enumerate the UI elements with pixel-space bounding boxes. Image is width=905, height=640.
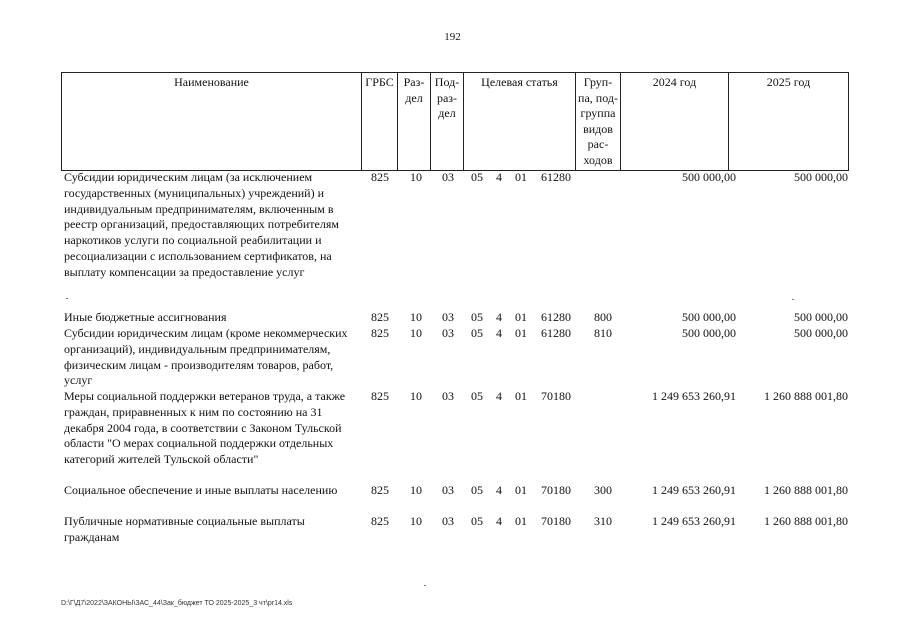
scan-speck — [792, 299, 794, 300]
header-razdel: Раз- дел — [398, 73, 431, 171]
header-group: Груп- па, под- группа видов рас- ходов — [576, 73, 621, 171]
scan-speck — [424, 585, 426, 586]
row-name: Социальное обеспечение и иные выплаты населению — [64, 483, 338, 497]
header-target: Целевая статья — [464, 73, 576, 171]
scan-speck — [66, 298, 68, 299]
row-name: Субсидии юридическим лицам (за исключением государственных (муниципальных) учреждений) и индивидуальным предпринимателям, включенным в реестр организаций, предоставляющих потребителям наркотиков услуги по социальной реабилитации и ресоциализации с использованием сертификатов, на выплату компенсации за предоставление услуг — [64, 170, 339, 279]
header-2025: 2025 год — [729, 73, 849, 171]
header-podrazdel: Под- раз- дел — [431, 73, 464, 171]
header-name: Наименование — [62, 73, 362, 171]
row-name: Иные бюджетные ассигнования — [64, 310, 227, 324]
file-path-footer: D:\Г\Д7\2022\ЗАКОНЫ\ЗАС_44\Зак_бюджет ТО 2025-2025_3 чт\pr14.xls — [61, 600, 293, 607]
page-number: 192 — [444, 31, 461, 43]
row-name: Меры социальной поддержки ветеранов труда, а также граждан, приравненных к ним по состоянию на 31 декабря 2004 года, в соответствии с Законом Тульской области "О мерах социальной поддержки отдельных категорий жителей Тульской области" — [64, 389, 346, 467]
table-header — [61, 72, 849, 171]
row-name: Субсидии юридическим лицам (кроме некоммерческих организаций), индивидуальным предпринимателям, физическим лицам - производителям товаров, работ, услуг — [64, 326, 348, 388]
header-2024: 2024 год — [621, 73, 729, 171]
header-grbs: ГРБС — [362, 73, 398, 171]
row-name: Публичные нормативные социальные выплаты гражданам — [64, 514, 305, 544]
